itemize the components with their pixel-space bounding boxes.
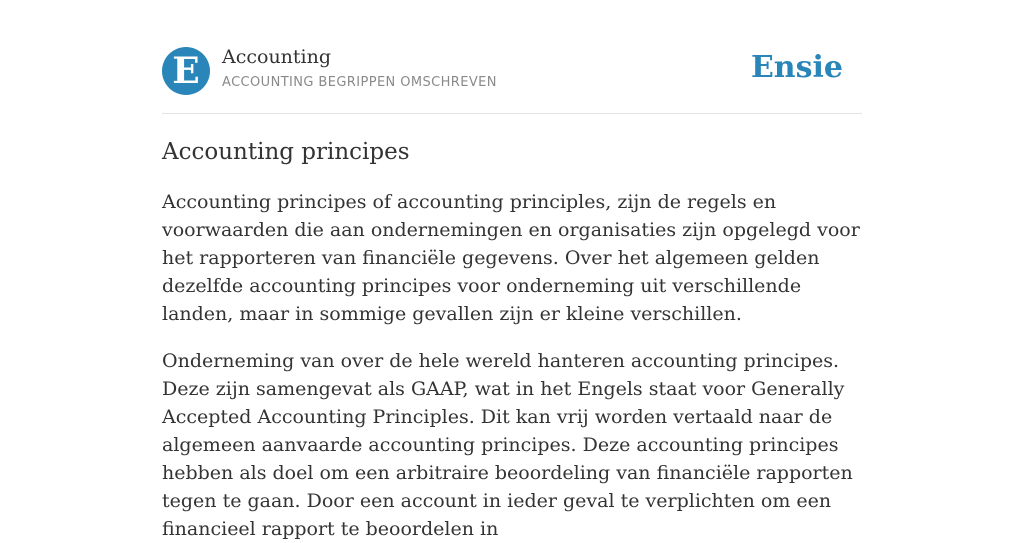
article-title: Accounting principes xyxy=(162,139,410,165)
article xyxy=(162,136,862,543)
site-title[interactable]: Accounting xyxy=(222,46,332,68)
article-paragraph: Accounting principes of accounting principles, zijn de regels en voorwaarden die aan ondernemingen en organisaties zijn opgelegd voor het rapporteren van financiële gegevens. Over het algemeen gelden dezelfde accounting principes voor onderneming uit verschillende landen, maar in sommige gevallen zijn er kleine verschillen. xyxy=(162,191,860,325)
site-subtitle: ACCOUNTING BEGRIPPEN OMSCHREVEN xyxy=(222,75,497,90)
header-divider xyxy=(162,113,862,114)
site-logo[interactable]: E xyxy=(162,47,210,95)
brand-logo[interactable]: Ensie xyxy=(750,50,843,85)
article-paragraph: Onderneming van over de hele wereld hanteren accounting principes. Deze zijn samengevat als GAAP, wat in het Engels staat voor Generally Accepted Accounting Principles. Dit kan vrij worden vertaald naar de algemeen aanvaarde accounting principes. Deze accounting principes hebben als doel om een arbitraire beoordeling van financiële rapporten tegen te gaan. Door een account in ieder geval te verplichten om een financieel rapport te beoordelen in xyxy=(162,350,853,540)
site-header xyxy=(162,46,862,96)
